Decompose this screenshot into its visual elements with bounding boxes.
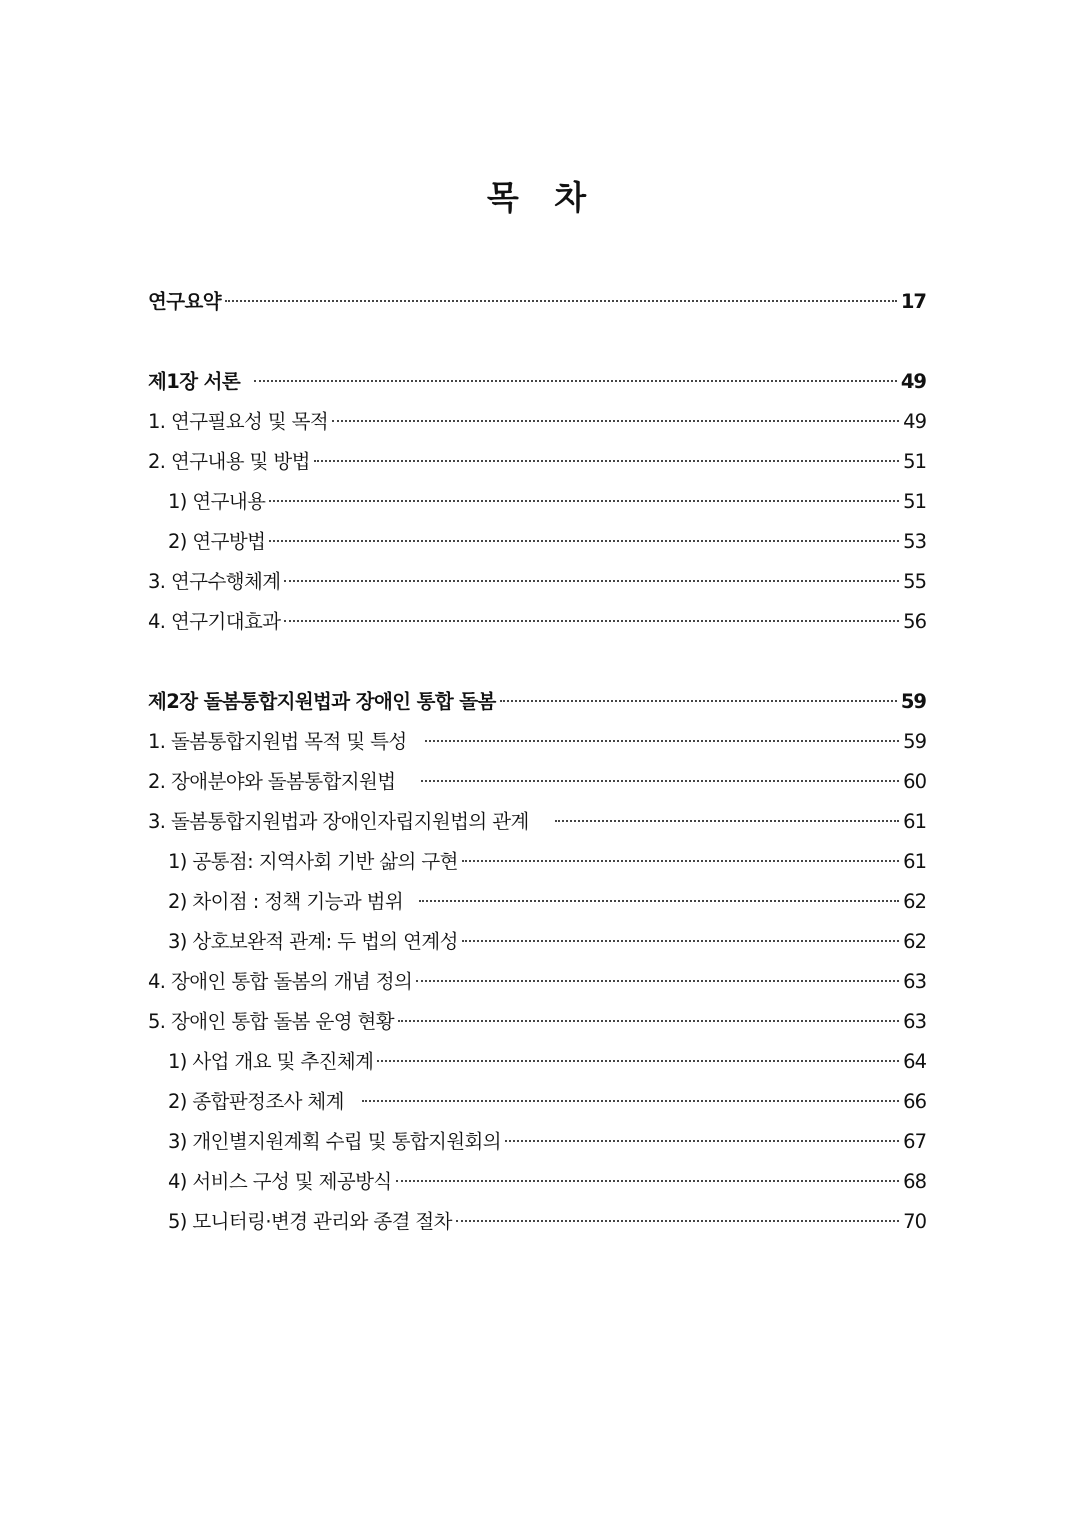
dot-leader	[284, 580, 899, 582]
toc-page-number: 56	[903, 610, 926, 633]
dot-leader	[362, 1100, 899, 1102]
toc-entry-label: 5. 장애인 통합 돌봄 운영 현황	[148, 1010, 395, 1033]
toc-entry-label: 1) 공통점: 지역사회 기반 삶의 구현	[168, 850, 458, 873]
toc-entry-subsection[interactable]	[148, 882, 926, 922]
toc-entry-label: 1) 사업 개요 및 추진체계	[168, 1050, 374, 1073]
dot-leader	[284, 620, 899, 622]
toc-entry-label: 5) 모니터링·변경 관리와 종결 절차	[168, 1210, 452, 1233]
toc-entry-label: 3) 개인별지원계획 수립 및 통합지원회의	[168, 1130, 502, 1153]
toc-entry-subsection[interactable]	[148, 842, 926, 882]
toc-entry-label: 1. 연구필요성 및 목적	[148, 410, 329, 433]
toc-entry-label: 4. 연구기대효과	[148, 610, 281, 633]
toc-entry-section[interactable]	[148, 602, 926, 642]
toc-entry-chapter-2[interactable]	[148, 682, 926, 722]
toc-entry-section[interactable]	[148, 802, 926, 842]
dot-leader	[462, 860, 899, 862]
toc-entry-section[interactable]	[148, 762, 926, 802]
toc-page-number: 59	[903, 730, 926, 753]
toc-entry-label: 제1장 서론	[148, 370, 241, 393]
toc-page-number: 49	[900, 370, 926, 393]
toc-entry-label: 4) 서비스 구성 및 제공방식	[168, 1170, 392, 1193]
toc-page-number: 59	[900, 690, 926, 713]
toc-page-number: 51	[903, 450, 926, 473]
toc-page-number: 49	[903, 410, 926, 433]
dot-leader	[269, 500, 899, 502]
dot-leader	[456, 1220, 899, 1222]
toc-entry-label: 2) 종합판정조사 체계	[168, 1090, 344, 1113]
toc-page-number: 55	[903, 570, 926, 593]
dot-leader	[419, 900, 899, 902]
toc-page-number: 62	[903, 890, 926, 913]
toc-page-number: 68	[903, 1170, 926, 1193]
dot-leader	[225, 300, 897, 302]
toc-page-number: 66	[903, 1090, 926, 1113]
dot-leader	[377, 1060, 899, 1062]
dot-leader	[416, 980, 899, 982]
toc-entry-label: 2) 차이점 : 정책 기능과 범위	[168, 890, 404, 913]
toc-page-number: 64	[903, 1050, 926, 1073]
toc-entry-subsection[interactable]	[148, 1082, 926, 1122]
toc-entry-subsection[interactable]	[148, 1162, 926, 1202]
toc-entry-section[interactable]	[148, 562, 926, 602]
toc-page-number: 17	[900, 290, 926, 313]
dot-leader	[425, 740, 900, 742]
toc-page-number: 63	[903, 970, 926, 993]
toc-entry-label: 4. 장애인 통합 돌봄의 개념 정의	[148, 970, 413, 993]
toc-entry-summary[interactable]	[148, 282, 926, 322]
toc-entry-section[interactable]	[148, 1002, 926, 1042]
dot-leader	[314, 460, 899, 462]
toc-entry-label: 1. 돌봄통합지원법 목적 및 특성	[148, 730, 407, 753]
dot-leader	[396, 1180, 900, 1182]
toc-entry-label: 1) 연구내용	[168, 490, 266, 513]
page-title: 목 차	[486, 178, 599, 217]
toc-entry-subsection[interactable]	[148, 1042, 926, 1082]
toc-page-number: 53	[903, 530, 926, 553]
toc-page-number: 70	[903, 1210, 926, 1233]
toc-page-number: 61	[903, 850, 926, 873]
toc-entry-label: 3) 상호보완적 관계: 두 법의 연계성	[168, 930, 458, 953]
dot-leader	[555, 820, 899, 822]
toc-entry-subsection[interactable]	[148, 482, 926, 522]
toc-entry-label: 2) 연구방법	[168, 530, 266, 553]
dot-leader	[269, 540, 899, 542]
toc-entry-section[interactable]	[148, 722, 926, 762]
toc-page-number: 60	[903, 770, 926, 793]
dot-leader	[254, 380, 897, 382]
toc-page-number: 62	[903, 930, 926, 953]
toc-entry-label: 2. 장애분야와 돌봄통합지원법	[148, 770, 396, 793]
toc-entry-subsection[interactable]	[148, 1122, 926, 1162]
dot-leader	[421, 780, 899, 782]
toc-entry-section[interactable]	[148, 442, 926, 482]
dot-leader	[398, 1020, 899, 1022]
toc-entry-section[interactable]	[148, 962, 926, 1002]
toc-entry-subsection[interactable]	[148, 522, 926, 562]
toc-entry-section[interactable]	[148, 402, 926, 442]
toc-page-number: 51	[903, 490, 926, 513]
toc-entry-subsection[interactable]	[148, 922, 926, 962]
toc-entry-subsection[interactable]	[148, 1202, 926, 1242]
toc-page-number: 61	[903, 810, 926, 833]
toc-entry-label: 3. 연구수행체계	[148, 570, 281, 593]
toc-entry-label: 제2장 돌봄통합지원법과 장애인 통합 돌봄	[148, 690, 496, 713]
toc-page-number: 63	[903, 1010, 926, 1033]
dot-leader	[332, 420, 899, 422]
toc-page-number: 67	[903, 1130, 926, 1153]
dot-leader	[500, 700, 897, 702]
dot-leader	[462, 940, 899, 942]
toc-entry-chapter-1[interactable]	[148, 362, 926, 402]
toc-entry-label: 2. 연구내용 및 방법	[148, 450, 310, 473]
toc-entry-label: 3. 돌봄통합지원법과 장애인자립지원법의 관계	[148, 810, 529, 833]
toc-entry-label: 연구요약	[148, 290, 221, 313]
dot-leader	[505, 1140, 899, 1142]
table-of-contents	[148, 282, 926, 1242]
